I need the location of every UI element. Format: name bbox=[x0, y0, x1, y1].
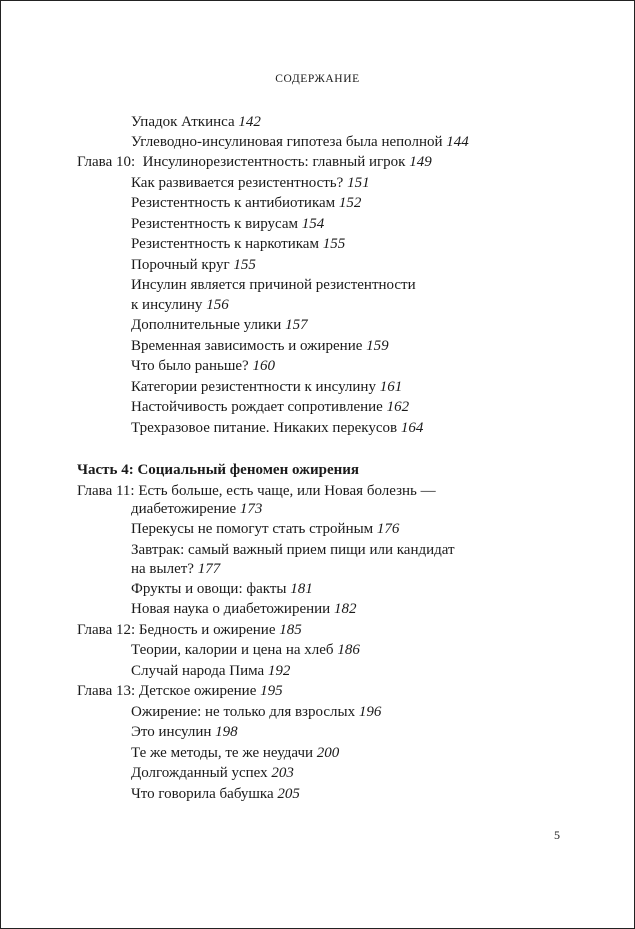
toc-entry bbox=[131, 235, 345, 253]
toc-page-number: 144 bbox=[446, 134, 469, 150]
toc-entry bbox=[131, 703, 381, 721]
toc-chapter bbox=[77, 153, 432, 171]
toc-page-number: 164 bbox=[400, 420, 424, 436]
toc-entry-title: Фрукты и овощи: факты bbox=[131, 581, 287, 597]
toc-entry bbox=[131, 337, 389, 355]
toc-entry bbox=[131, 398, 409, 416]
toc-entry-title: Резистентность к антибиотикам bbox=[131, 195, 336, 211]
toc-page-number: 161 bbox=[379, 379, 403, 395]
toc-page-number: 205 bbox=[277, 786, 300, 802]
toc-chapter-title: Глава 11: Есть больше, есть чаще, или Новая болезнь — bbox=[77, 483, 436, 499]
toc-entry-title: Порочный круг bbox=[131, 257, 230, 273]
toc-entry-title: Это инсулин bbox=[131, 724, 212, 740]
toc-page-number: 155 bbox=[322, 236, 346, 252]
toc-page-number: 198 bbox=[215, 724, 238, 740]
toc-entry-title: Временная зависимость и ожирение bbox=[131, 338, 363, 354]
toc-page-number: 162 bbox=[386, 399, 410, 415]
toc-entry bbox=[131, 276, 416, 294]
toc-entry-title: Как развивается резистентность? bbox=[131, 175, 344, 191]
toc-page-number: 154 bbox=[301, 216, 325, 232]
toc-entry-title: Случай народа Пима bbox=[131, 663, 265, 679]
toc-entry-title: Долгожданный успех bbox=[131, 765, 268, 781]
page-number: 5 bbox=[554, 828, 560, 842]
toc-entry bbox=[131, 378, 402, 396]
toc-entry bbox=[131, 600, 356, 618]
toc-chapter bbox=[77, 682, 283, 700]
toc-page-number: 152 bbox=[338, 195, 362, 211]
toc-entry-continuation bbox=[131, 296, 229, 314]
toc-entry-title: Категории резистентности к инсулину bbox=[131, 379, 376, 395]
toc-chapter-title: Глава 12: Бедность и ожирение bbox=[77, 622, 276, 638]
toc-page-number: 196 bbox=[358, 704, 382, 720]
toc-entry-title: Резистентность к наркотикам bbox=[131, 236, 319, 252]
toc-entry bbox=[131, 520, 399, 538]
toc-entry-title: к инсулину bbox=[131, 297, 203, 313]
toc-entry bbox=[131, 785, 300, 803]
toc-entry bbox=[131, 113, 261, 131]
toc-page-number: 156 bbox=[206, 297, 229, 313]
toc-entry bbox=[131, 215, 324, 233]
toc-entry bbox=[131, 357, 275, 375]
toc-entry bbox=[131, 256, 256, 274]
toc-page-number: 195 bbox=[260, 683, 283, 699]
toc-entry-continuation bbox=[131, 560, 220, 578]
toc-entry bbox=[131, 641, 360, 659]
toc-page-number: 177 bbox=[197, 561, 221, 577]
toc-part-heading: Часть 4: Социальный феномен ожирения bbox=[77, 462, 360, 478]
toc-entry bbox=[131, 580, 313, 598]
toc-page-number: 176 bbox=[376, 521, 400, 537]
toc-entry bbox=[131, 316, 308, 334]
toc-page-number: 200 bbox=[316, 745, 340, 761]
toc-entry bbox=[131, 662, 290, 680]
toc-entry bbox=[131, 174, 370, 192]
toc-entry-title: Завтрак: самый важный прием пищи или кандидат bbox=[131, 542, 455, 558]
toc-chapter bbox=[77, 482, 436, 500]
toc-entry bbox=[131, 541, 455, 559]
toc-entry-title: Новая наука о диабетожирении bbox=[131, 601, 331, 617]
toc-page-number: 159 bbox=[366, 338, 389, 354]
toc-entry-title: Перекусы не помогут стать стройным bbox=[131, 521, 374, 537]
toc-page-number: 173 bbox=[239, 501, 263, 517]
toc-entry-title: Трехразовое питание. Никаких перекусов bbox=[131, 420, 398, 436]
toc-page-number: 157 bbox=[285, 317, 308, 333]
toc-page-number: 155 bbox=[233, 257, 256, 273]
toc-entry-title: Те же методы, те же неудачи bbox=[131, 745, 314, 761]
toc-chapter bbox=[77, 621, 302, 639]
toc-entry bbox=[131, 133, 469, 151]
toc-page-number: 181 bbox=[290, 581, 313, 597]
toc-page-number: 192 bbox=[267, 663, 291, 679]
toc-page-number: 160 bbox=[252, 358, 275, 374]
toc-entry bbox=[131, 744, 339, 762]
toc-entry-title: Теории, калории и цена на хлеб bbox=[131, 642, 334, 658]
toc-entry-title: Углеводно-инсулиновая гипотеза была неполной bbox=[131, 134, 443, 150]
toc-entry-title: Упадок Аткинса bbox=[131, 114, 235, 130]
toc-entry-title: Инсулин является причиной резистентности bbox=[131, 277, 416, 293]
page-header: СОДЕРЖАНИЕ bbox=[275, 73, 360, 85]
toc-chapter-continuation bbox=[131, 500, 262, 518]
toc-entry-title: Резистентность к вирусам bbox=[131, 216, 299, 232]
toc-entry-title: Ожирение: не только для взрослых bbox=[131, 704, 356, 720]
toc-entry-title: Что говорила бабушка bbox=[131, 786, 274, 802]
toc-chapter-title: Глава 13: Детское ожирение bbox=[77, 683, 257, 699]
toc-page-number: 182 bbox=[333, 601, 357, 617]
toc-entry bbox=[131, 419, 423, 437]
toc-page-number: 186 bbox=[337, 642, 360, 658]
toc-page-number: 149 bbox=[409, 154, 432, 170]
toc-page-number: 185 bbox=[279, 622, 302, 638]
toc-page-number: 142 bbox=[238, 114, 261, 130]
toc-page-number: 151 bbox=[347, 175, 370, 191]
toc-entry-title: диабетожирение bbox=[131, 501, 237, 517]
toc-chapter-title: Глава 10: Инсулинорезистентность: главный игрок bbox=[77, 154, 406, 170]
toc-entry bbox=[131, 764, 294, 782]
toc-entry-title: Дополнительные улики bbox=[131, 317, 282, 333]
toc-page-number: 203 bbox=[271, 765, 294, 781]
toc-entry bbox=[131, 723, 238, 741]
toc-entry-title: Что было раньше? bbox=[131, 358, 249, 374]
toc-entry-title: Настойчивость рождает сопротивление bbox=[131, 399, 383, 415]
toc-entry bbox=[131, 194, 361, 212]
toc-entry-title: на вылет? bbox=[131, 561, 194, 577]
